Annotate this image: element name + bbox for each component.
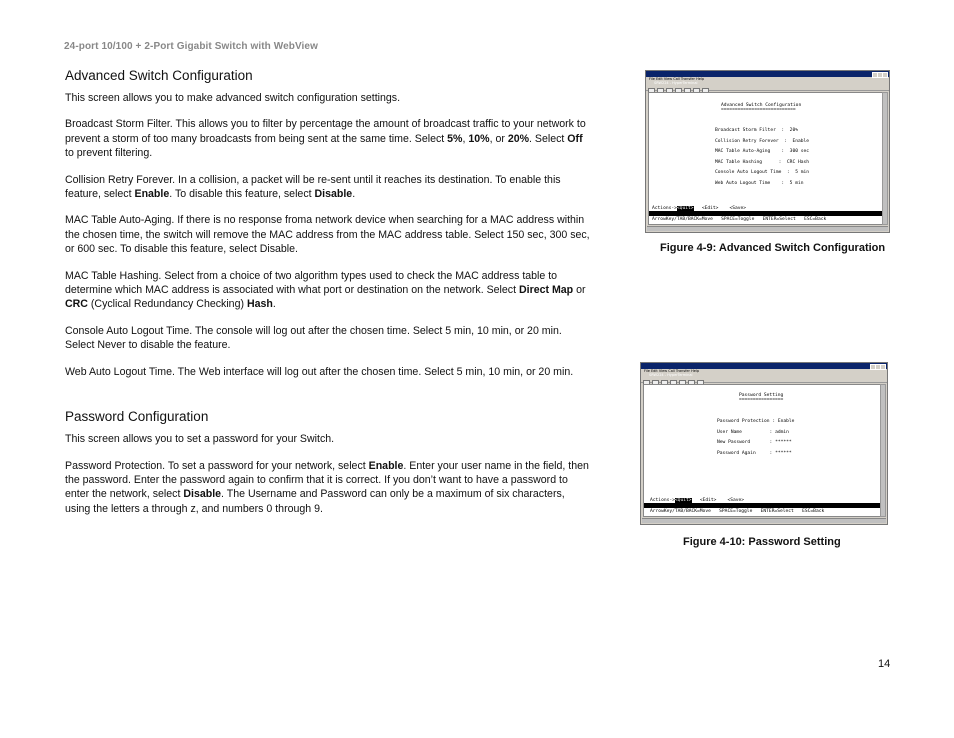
main-text-column [65,68,590,528]
figure-password-setting [640,362,888,525]
actions-label: Actions-> [650,498,675,503]
terminal-heading: Advanced Switch Configuration [721,103,802,108]
option-disable: Disable [183,488,222,501]
option-10pct: 10% [468,132,490,145]
text-run: Collision Retry Forever. In a collision, a packet will be re-sent until it reaches its destination. To enable this feature, select [65,173,561,201]
option-enable: Enable [134,188,170,201]
window-statusbar [642,518,886,523]
page-number: 14 [878,658,891,670]
terminal-inverse-bar [644,503,880,508]
text-run: . The Username and Password can only be a maximum of six characters, using the letters a through z, and numbers 0 through 9. [65,488,565,515]
password-protection-paragraph [65,459,590,517]
option-crc: CRC [65,298,88,311]
figure-caption: Figure 4-9: Advanced Switch Configuration [660,242,886,254]
terminal-inverse-bar [649,211,882,216]
terminal-row: Password Protection : Enable [717,419,795,424]
terminal-screen [648,92,883,225]
text-run: MAC Table Hashing. Select from a choice of two algorithm types used to check the MAC address table to determine which MAC address is associated with what port or destination on the network. Select [65,269,558,297]
terminal-row: Console Auto Logout Time : 5 min [715,170,810,175]
text-run: (Cyclical Redundancy Checking) [87,298,247,311]
window-menubar: File Edit View Call Transfer Help [649,77,705,81]
terminal-row: Collision Retry Forever : Enable [715,139,810,144]
terminal-row: Broadcast Storm Filter : 20% [715,128,798,133]
text-run: , or [489,132,508,145]
text-run: or [573,284,586,297]
option-5pct: 5% [447,132,463,145]
terminal-heading-underline: ================ [739,397,784,402]
web-logout-paragraph: Web Auto Logout Time. The Web interface will log out after the chosen time. Select 5 min, 10 min, or 20 min. [65,365,574,378]
section-title-password: Password Configuration [65,409,209,425]
broadcast-storm-paragraph [65,117,590,160]
close-icon [882,72,888,78]
section-title-advanced: Advanced Switch Configuration [65,68,253,83]
actions-rest: <Edit> <Save> [691,498,745,503]
hyperterminal-window [640,362,888,525]
text-run: , [462,132,469,145]
text-run: Password Protection. To set a password for your network, select [65,459,369,472]
option-hash: Hash [246,298,273,311]
figure-advanced-switch-config [645,70,890,233]
text-run: . [272,298,276,311]
scrollbar [882,92,888,225]
terminal-row: MAC Table Auto-Aging : 300 sec [715,149,810,154]
text-run: . [352,188,356,201]
mac-aging-paragraph: MAC Table Auto-Aging. If there is no response froma network device when searching for a MAC address within the chosen time, the switch will remove the MAC address from the MAC address table. Select 150 sec, 300 sec, or 600 sec. To disable this feature, select Disable. [65,214,590,256]
option-enable: Enable [368,459,404,472]
option-direct-map: Direct Map [519,284,574,297]
console-logout-paragraph: Console Auto Logout Time. The console will log out after the chosen time. Select 5 min, 10 min, or 20 min. Select Never to disable the feature. [65,324,562,352]
terminal-heading-underline: =========================== [721,107,796,112]
terminal-row: Password Again : ****** [717,451,792,456]
close-icon [880,364,886,370]
window-title: SRW224 - HyperTerminal [649,373,693,377]
terminal-row: User Name : admin [717,430,789,435]
scrollbar [880,384,886,517]
collision-retry-paragraph [65,173,590,202]
running-header: 24-port 10/100 + 2-Port Gigabit Switch with WebView [64,41,318,52]
window-title: SRW224 - HyperTerminal [654,81,698,85]
terminal-screen [643,384,881,517]
mac-hashing-paragraph [65,269,590,312]
option-20pct: 20% [507,132,530,145]
text-run: Broadcast Storm Filter. This allows you to filter by percentage the amount of broadcast traffic to your network to prevent a storm of too many broadcasts from being sent at the same time. Select [65,118,586,145]
window-statusbar [647,226,888,231]
actions-quit: <Quit> [674,498,692,503]
option-off: Off [567,132,583,145]
text-run: . Enter your user name in the field, then the password. Enter the password again to confirm that it is correct. If you don’t want to have a password to enter the network, select [65,459,589,501]
hyperterminal-window [645,70,890,233]
actions-label: Actions-> [652,206,677,211]
text-run: . To disable this feature, select [169,188,315,201]
window-toolbar [646,82,889,91]
text-run: to prevent filtering. [65,147,153,160]
terminal-heading: Password Setting [739,393,784,398]
text-run: . Select [529,132,568,145]
actions-quit: <Quit> [676,206,694,211]
option-disable: Disable [314,188,353,201]
advanced-intro: This screen allows you to make advanced switch configuration settings. [65,92,401,104]
terminal-row: New Password : ****** [717,440,792,445]
window-menubar: File Edit View Call Transfer Help [644,369,700,373]
actions-rest: <Edit> <Save> [693,206,747,211]
password-intro: This screen allows you to set a password for your Switch. [65,433,335,446]
terminal-help-line: ArrowKey/TAB/BACK=Move SPACE=Toggle ENTER=Select ESC=Back [652,217,827,222]
terminal-row: Web Auto Logout Time : 5 min [715,181,804,186]
terminal-help-line: ArrowKey/TAB/BACK=Move SPACE=Toggle ENTER=Select ESC=Back [650,509,825,514]
terminal-row: MAC Table Hashing : CRC Hash [715,160,810,165]
window-toolbar [641,374,887,383]
figure-caption: Figure 4-10: Password Setting [683,536,841,548]
